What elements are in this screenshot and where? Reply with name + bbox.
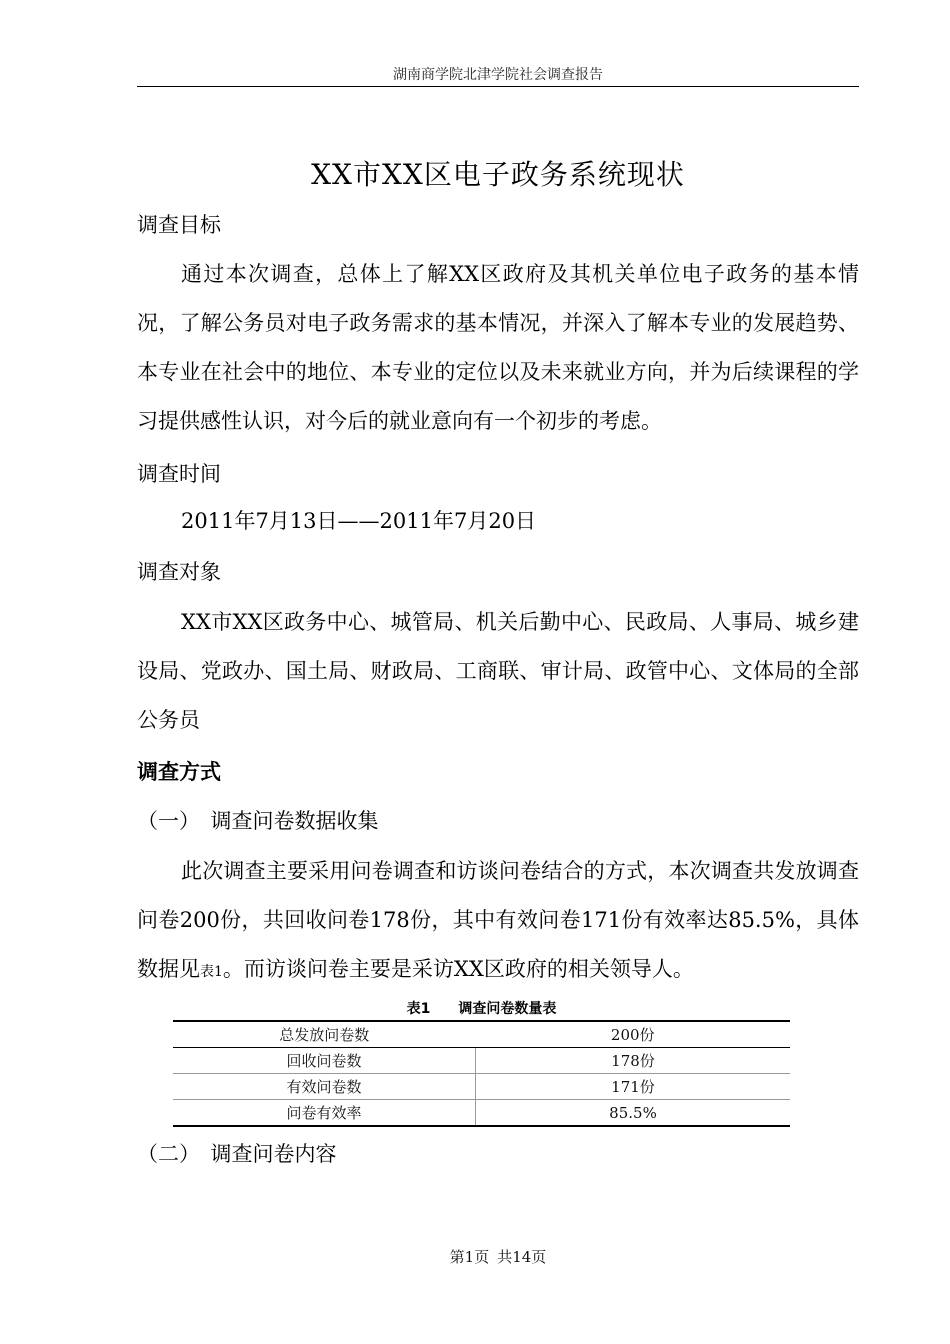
page-footer: [137, 1246, 859, 1267]
method-paragraph: [137, 847, 859, 997]
method-text-a: 此次调查主要采用问卷调查和访谈问卷结合的方式，本次调查共发放调查问卷200份，共回收问卷178份，其中有效问卷171份有效率达85.5%，具体数据见: [137, 859, 859, 981]
method-text-b: 。而访谈问卷主要是采访XX区政府的相关领导人。: [222, 957, 694, 981]
table-row: [173, 1100, 790, 1127]
table-cell-label: 总发放问卷数: [173, 1021, 476, 1048]
questionnaire-table: [173, 1020, 790, 1127]
subsection-2-heading: （二） 调查问卷内容: [137, 1142, 337, 1166]
table-cell-value: 200份: [476, 1021, 791, 1048]
document-title: XX市XX区电子政务系统现状: [311, 158, 685, 191]
table-cell-label: 回收问卷数: [173, 1048, 476, 1074]
page-total: 共14页: [497, 1248, 547, 1266]
page-header: 湖南商学院北津学院社会调查报告: [393, 67, 603, 83]
table-caption-title: 调查问卷数量表: [458, 1001, 557, 1017]
time-paragraph: 2011年7月13日——2011年7月20日: [181, 509, 537, 533]
table-row: [173, 1021, 790, 1048]
header-rule: [137, 86, 859, 87]
goal-heading: 调查目标: [137, 213, 221, 237]
target-paragraph: XX市XX区政务中心、城管局、机关后勤中心、民政局、人事局、城乡建设局、党政办、国土局、财政局、工商联、审计局、政管中心、文体局的全部公务员: [137, 610, 859, 732]
table-cell-label: 问卷有效率: [173, 1100, 476, 1127]
page-number: 第1页: [449, 1248, 490, 1266]
target-heading: 调查对象: [137, 560, 221, 584]
table-cell-value: 178份: [476, 1048, 791, 1074]
table-row: [173, 1048, 790, 1074]
subsection-1-heading: （一） 调查问卷数据收集: [137, 809, 379, 833]
table-caption-label: 表1: [406, 1001, 431, 1017]
table-caption: [173, 1000, 790, 1018]
goal-paragraph: 通过本次调查，总体上了解XX区政府及其机关单位电子政务的基本情况，了解公务员对电子政务需求的基本情况，并深入了解本专业的发展趋势、本专业在社会中的地位、本专业的定位以及未来就业方向，并为后续课程的学习提供感性认识，对今后的就业意向有一个初步的考虑。: [137, 262, 859, 433]
table-cell-label: 有效问卷数: [173, 1074, 476, 1100]
table-cell-value: 85.5%: [476, 1100, 791, 1127]
time-heading: 调查时间: [137, 462, 221, 486]
table-row: [173, 1074, 790, 1100]
table-reference: 表1: [200, 964, 223, 980]
table-cell-value: 171份: [476, 1074, 791, 1100]
method-heading: 调查方式: [137, 760, 221, 784]
